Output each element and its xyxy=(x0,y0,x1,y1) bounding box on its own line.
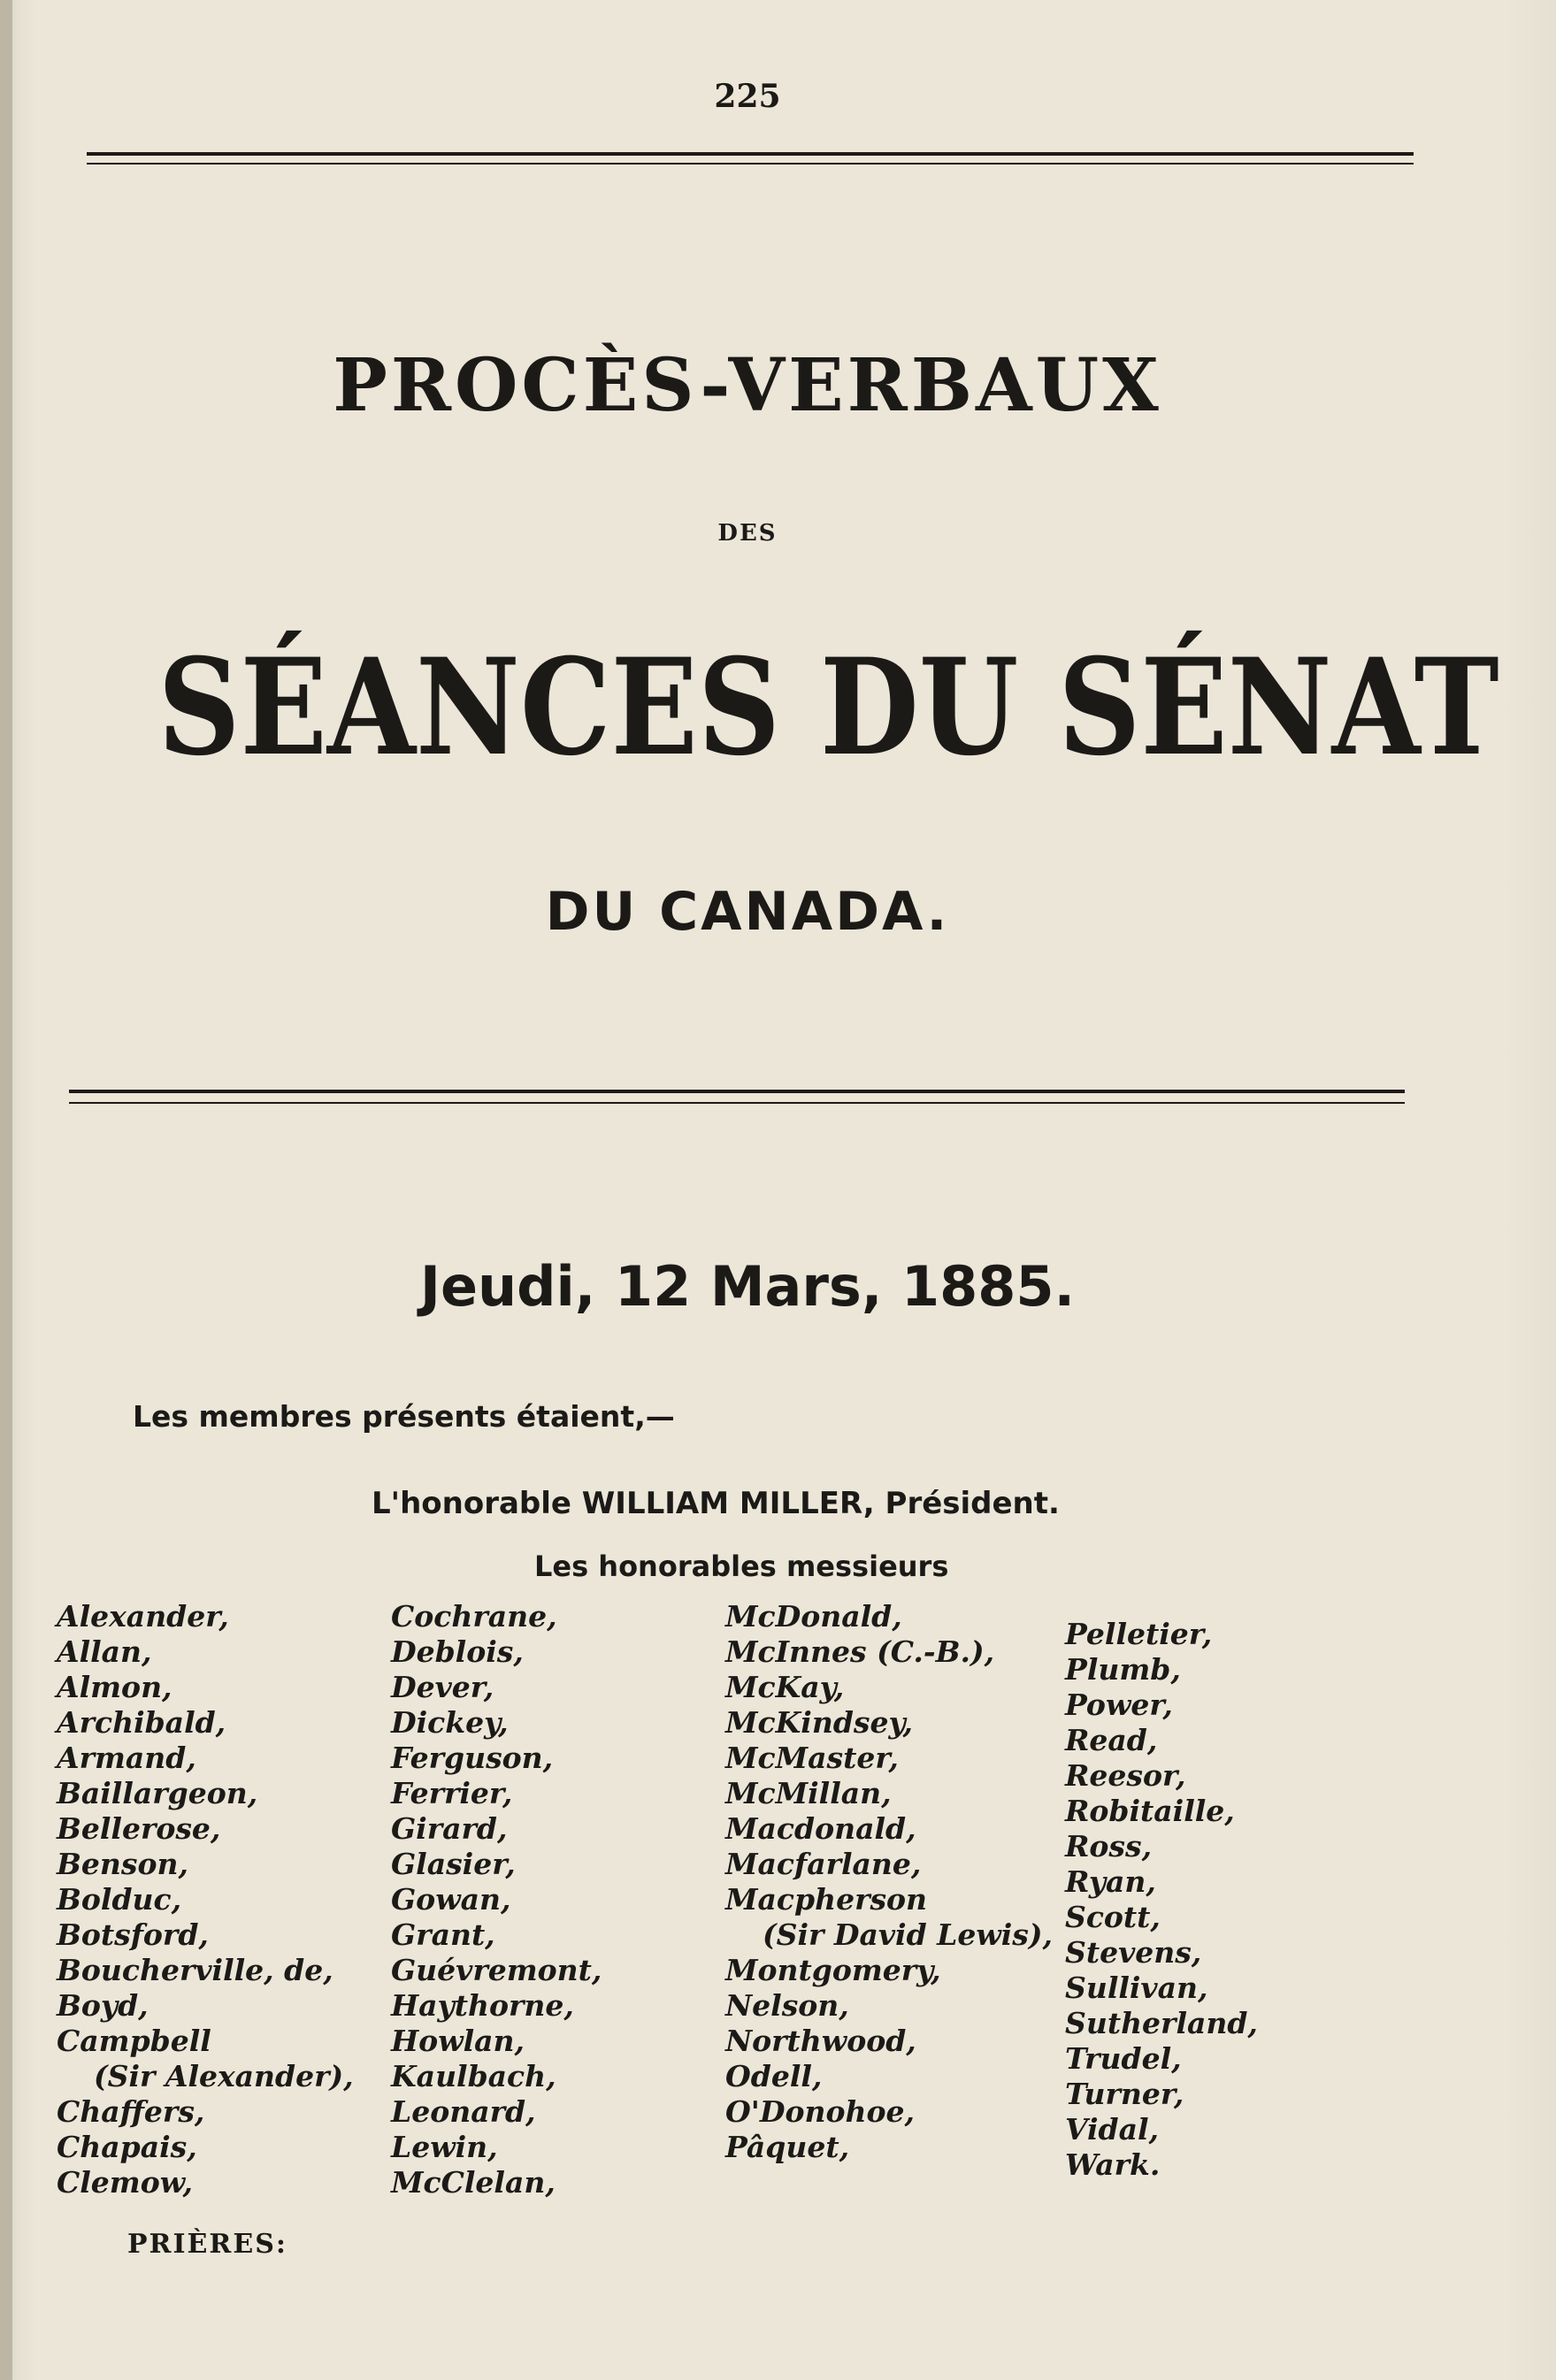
senator-name: Glasier, xyxy=(391,1847,516,1881)
senator-name: Vidal, xyxy=(1065,2112,1160,2147)
page-number: 225 xyxy=(714,78,781,115)
senator-name: McDonald, xyxy=(725,1599,902,1634)
session-date: Jeudi, 12 Mars, 1885. xyxy=(419,1254,1076,1319)
senator-name: Robitaille, xyxy=(1065,1794,1235,1828)
senator-name: Campbell xyxy=(57,2024,211,2058)
senator-name: Baillargeon, xyxy=(57,1776,258,1810)
senator-name: Haythorne, xyxy=(391,1988,574,2023)
senator-name: McKay, xyxy=(725,1670,845,1704)
senator-name: Trudel, xyxy=(1065,2041,1182,2076)
senators-column-1 xyxy=(57,1599,354,2200)
senator-name: McKindsey, xyxy=(725,1705,913,1740)
senator-name-continuation: (Sir David Lewis), xyxy=(763,1917,1053,1952)
title-seances-du-senat: SÉANCES DU SÉNAT xyxy=(157,630,1499,785)
title-des: DES xyxy=(717,520,778,547)
senator-name: Ferrier, xyxy=(391,1776,513,1810)
title-proces-verbaux: PROCÈS-VERBAUX xyxy=(333,343,1162,428)
senator-name: Reesor, xyxy=(1065,1758,1186,1793)
senator-name: Read, xyxy=(1065,1723,1158,1757)
senator-name: Kaulbach, xyxy=(391,2059,556,2093)
senator-name: Armand, xyxy=(57,1741,196,1775)
senator-name: Stevens, xyxy=(1065,1935,1202,1970)
senator-name: Northwood, xyxy=(725,2024,916,2058)
senator-name-continuation: (Sir Alexander), xyxy=(94,2059,354,2093)
senator-name: Boyd, xyxy=(57,1988,149,2023)
senator-name: Bellerose, xyxy=(57,1811,221,1846)
senator-name: Montgomery, xyxy=(725,1953,941,1987)
top-rule-thin xyxy=(87,163,1414,165)
senator-name: Benson, xyxy=(57,1847,188,1881)
senator-name: O'Donohoe, xyxy=(725,2094,915,2129)
senator-name: Sutherland, xyxy=(1065,2006,1258,2040)
middle-rule-thin xyxy=(69,1102,1405,1104)
senator-name: Pelletier, xyxy=(1065,1617,1213,1651)
senator-name: Guévremont, xyxy=(391,1953,602,1987)
senator-name: Cochrane, xyxy=(391,1599,557,1634)
senators-column-3 xyxy=(725,1599,1053,2165)
senator-name: McInnes (C.-B.), xyxy=(725,1634,995,1669)
senator-name: Ferguson, xyxy=(391,1741,554,1775)
senator-name: Lewin, xyxy=(391,2130,498,2164)
senator-name: Scott, xyxy=(1065,1900,1161,1934)
senator-name: Turner, xyxy=(1065,2077,1184,2111)
senator-name: Howlan, xyxy=(391,2024,525,2058)
senator-name: Almon, xyxy=(57,1670,172,1704)
senator-name: Bolduc, xyxy=(57,1882,182,1917)
senator-name: Dever, xyxy=(391,1670,494,1704)
senator-name: Allan, xyxy=(57,1634,152,1669)
senator-name: Chapais, xyxy=(57,2130,197,2164)
senator-name: Pâquet, xyxy=(725,2130,850,2164)
senator-name: Archibald, xyxy=(57,1705,226,1740)
senator-name: McClelan, xyxy=(391,2165,556,2200)
senator-name: Sullivan, xyxy=(1065,1971,1208,2005)
senator-name: Boucherville, de, xyxy=(57,1953,333,1987)
senator-name: Plumb, xyxy=(1065,1652,1181,1687)
senators-column-4 xyxy=(1065,1617,1258,2183)
senator-name: McMaster, xyxy=(725,1741,899,1775)
senator-name: Chaffers, xyxy=(57,2094,205,2129)
senator-name: Dickey, xyxy=(391,1705,509,1740)
senator-name: Clemow, xyxy=(57,2165,193,2200)
senator-name: Macfarlane, xyxy=(725,1847,922,1881)
senator-name: Gowan, xyxy=(391,1882,511,1917)
senator-name: Deblois, xyxy=(391,1634,524,1669)
senator-name: Wark. xyxy=(1065,2147,1161,2182)
senator-name: Ryan, xyxy=(1065,1864,1156,1899)
senator-name: Odell, xyxy=(725,2059,823,2093)
senator-name: Nelson, xyxy=(725,1988,849,2023)
present-intro: Les membres présents étaient,— xyxy=(133,1399,675,1434)
senator-name: Grant, xyxy=(391,1917,495,1952)
senator-name: Macpherson xyxy=(725,1882,928,1917)
title-du-canada: DU CANADA. xyxy=(545,881,950,943)
honorables-heading: Les honorables messieurs xyxy=(534,1550,949,1583)
senator-name: Alexander, xyxy=(57,1599,229,1634)
president-line: L'honorable WILLIAM MILLER, Président. xyxy=(372,1486,1060,1521)
top-rule-thick xyxy=(87,152,1414,156)
middle-rule-thick xyxy=(69,1090,1405,1093)
senator-name: Macdonald, xyxy=(725,1811,916,1846)
senator-name: McMillan, xyxy=(725,1776,892,1810)
senator-name: Girard, xyxy=(391,1811,508,1846)
senator-name: Leonard, xyxy=(391,2094,536,2129)
senator-name: Ross, xyxy=(1065,1829,1153,1863)
prayers-heading: PRIÈRES: xyxy=(127,2229,287,2260)
senators-column-2 xyxy=(391,1599,602,2200)
senator-name: Botsford, xyxy=(57,1917,209,1952)
senator-name: Power, xyxy=(1065,1687,1173,1722)
